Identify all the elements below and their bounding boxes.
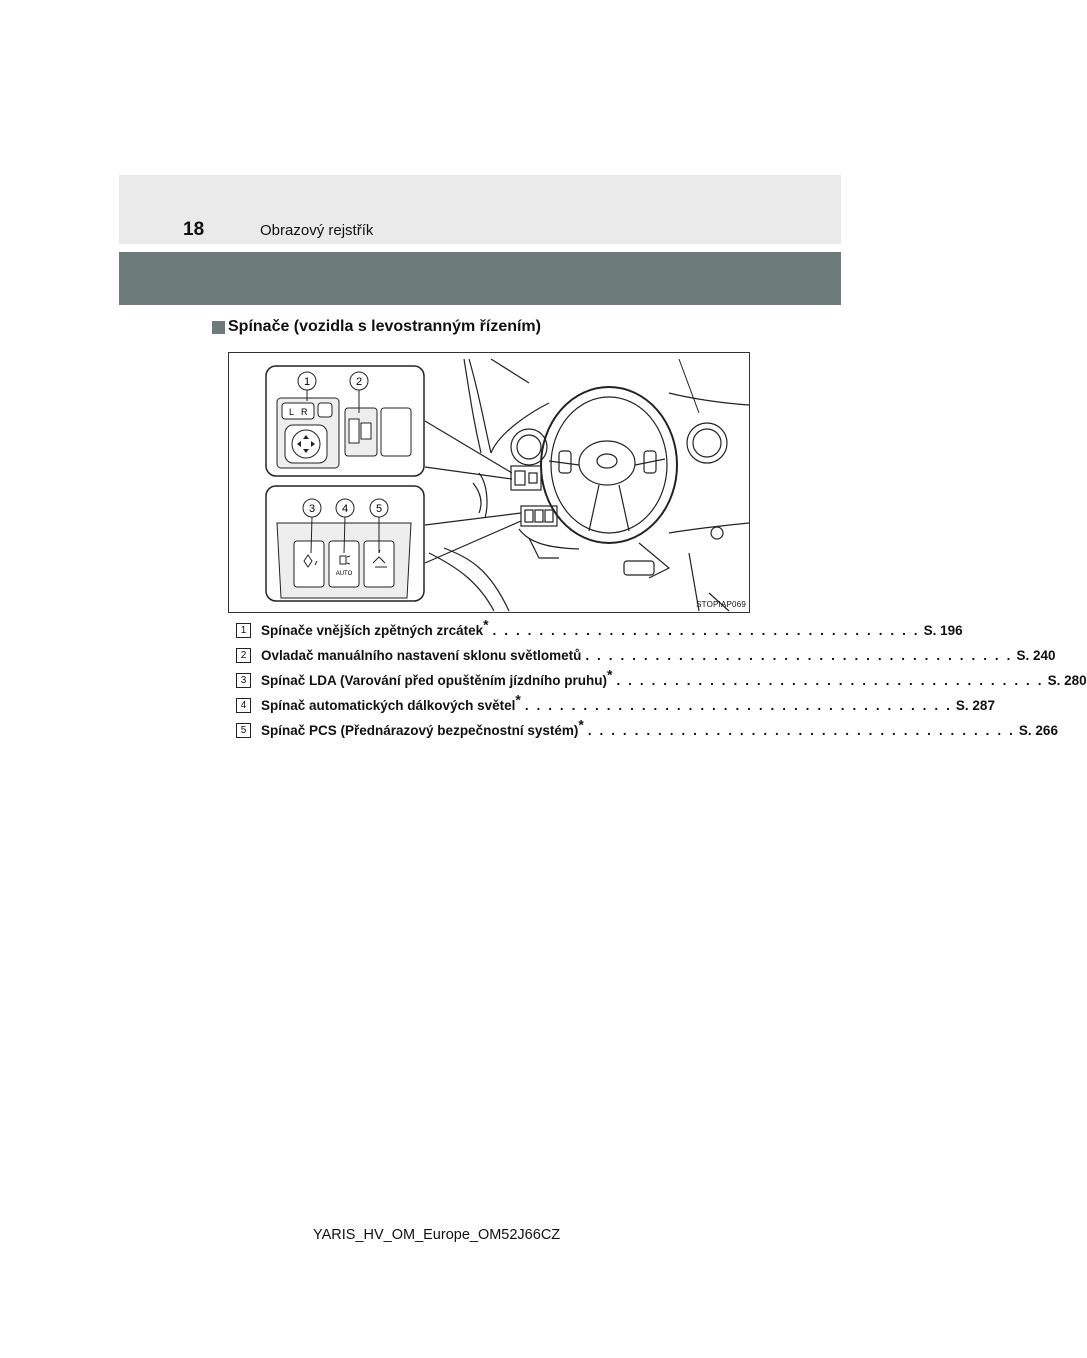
page-reference[interactable]: S. 240 <box>1016 648 1056 663</box>
item-label: Spínač automatických dálkových světel* <box>261 691 521 713</box>
page-reference[interactable]: S. 280 <box>1047 673 1087 688</box>
item-number: 5 <box>236 723 251 738</box>
leader-dots: . . . . . . . . . . . . . . . . . . . . . . . . . . . . . . . . . . . . . <box>587 723 1015 738</box>
item-label: Spínač LDA (Varování před opuštěním jízdního pruhu)* <box>261 666 613 688</box>
list-item <box>236 716 1058 748</box>
header-dark-band <box>119 252 841 305</box>
switch-list <box>236 616 1087 748</box>
list-item <box>236 616 963 648</box>
list-item <box>236 666 1087 698</box>
callout-5: 5 <box>375 503 383 515</box>
figure-id: STOPIAP069 <box>696 600 746 609</box>
heading-square-icon <box>212 321 225 334</box>
auto-label: AUTO <box>335 571 353 577</box>
leader-dots: . . . . . . . . . . . . . . . . . . . . . . . . . . . . . . . . . . . . . <box>524 698 952 713</box>
list-item <box>236 691 995 723</box>
item-number: 3 <box>236 673 251 688</box>
page-number: 18 <box>183 219 205 240</box>
leader-dots: . . . . . . . . . . . . . . . . . . . . . . . . . . . . . . . . . . . . . <box>616 673 1044 688</box>
item-label: Spínač PCS (Přednárazový bezpečnostní systém)* <box>261 716 584 738</box>
leader-dots: . . . . . . . . . . . . . . . . . . . . . . . . . . . . . . . . . . . . . <box>492 623 920 638</box>
callout-4: 4 <box>341 503 349 515</box>
item-number: 4 <box>236 698 251 713</box>
item-number: 2 <box>236 648 251 663</box>
header-band <box>119 175 841 244</box>
section-title: Obrazový rejstřík <box>260 222 374 239</box>
list-item <box>236 648 1056 673</box>
document-code: YARIS_HV_OM_Europe_OM52J66CZ <box>313 1227 561 1243</box>
section-heading <box>212 318 541 336</box>
page-reference[interactable]: S. 196 <box>923 623 963 638</box>
section-heading-text: Spínače (vozidla s levostranným řízením) <box>228 318 541 335</box>
page-reference[interactable]: S. 287 <box>955 698 995 713</box>
dashboard-drawing <box>229 353 749 612</box>
page-reference[interactable]: S. 266 <box>1018 723 1058 738</box>
leader-dots: . . . . . . . . . . . . . . . . . . . . . . . . . . . . . . . . . . . . . <box>585 648 1013 663</box>
callout-3: 3 <box>308 503 316 515</box>
callout-2: 2 <box>355 376 363 388</box>
item-label: Spínače vnějších zpětných zrcátek* <box>261 616 489 638</box>
item-number: 1 <box>236 623 251 638</box>
item-label: Ovladač manuálního nastavení sklonu světlometů <box>261 648 582 663</box>
switches-illustration <box>228 352 750 613</box>
mirror-l-label: L <box>289 407 295 417</box>
callout-1: 1 <box>303 376 311 388</box>
mirror-r-label: R <box>301 407 308 417</box>
